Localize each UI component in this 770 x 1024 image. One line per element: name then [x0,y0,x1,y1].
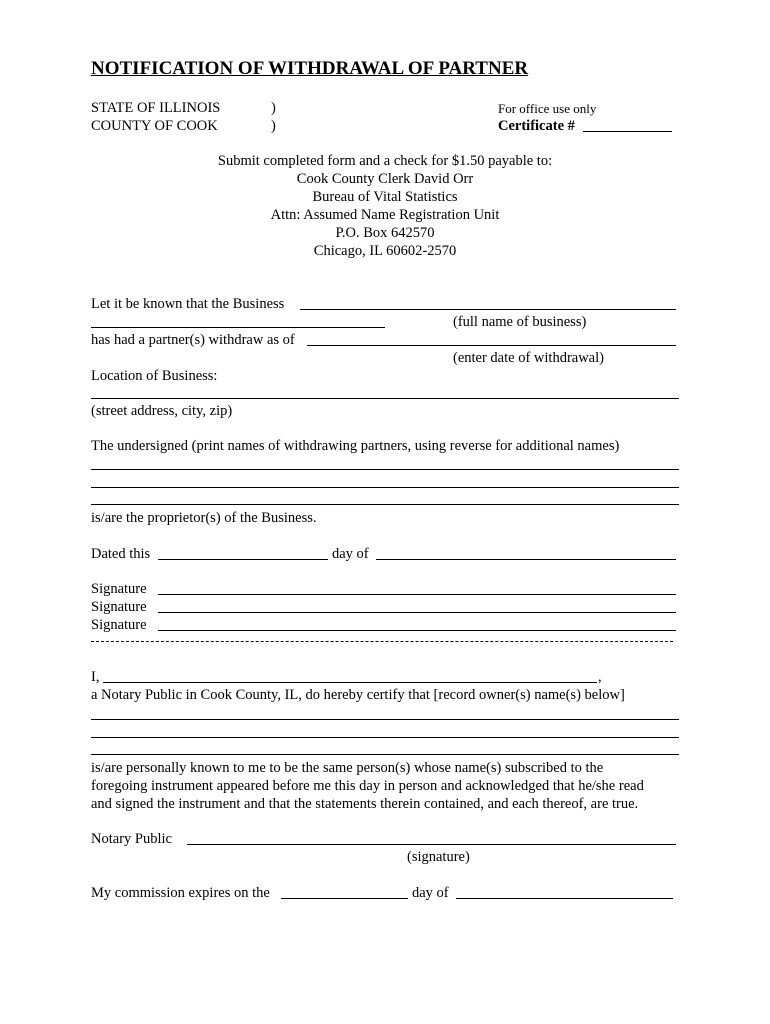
known-text-line-3: and signed the instrument and that the statements therein contained, and each thereof, are true. [91,796,639,812]
signature-field-3[interactable] [158,630,676,631]
county-paren: ) [271,118,276,134]
signature-field-1[interactable] [158,594,676,595]
business-name-field[interactable] [300,309,676,310]
proprietor-text: is/are the proprietor(s) of the Business. [91,510,317,526]
known-text-line-2: foregoing instrument appeared before me this day in person and acknowledged that he/she read [91,778,644,794]
office-use-note: For office use only [498,101,597,116]
withdrawal-date-field[interactable] [307,345,676,346]
location-hint: (street address, city, zip) [91,403,233,419]
business-label: Let it be known that the Business [91,296,285,312]
bureau-name: Bureau of Vital Statistics [312,189,458,205]
commission-day-field[interactable] [281,898,408,899]
notary-signature-field[interactable] [187,844,676,845]
undersigned-label: The undersigned (print names of withdrawing partners, using reverse for additional names) [91,438,620,454]
certificate-label: Certificate # [498,118,575,134]
location-label: Location of Business: [91,368,218,384]
state-label: STATE OF ILLINOIS [91,100,221,116]
commission-day-of-label: day of [412,885,449,901]
signature-label-3: Signature [91,617,147,633]
clerk-name: Cook County Clerk David Orr [296,171,474,187]
known-text-line-1: is/are personally known to me to be the same person(s) whose name(s) subscribed to the [91,760,604,776]
withdrawal-date-hint: (enter date of withdrawal) [453,350,604,366]
business-name-field-continued[interactable] [91,327,385,328]
commission-label: My commission expires on the [91,885,270,901]
record-owner-field-1[interactable] [91,719,679,720]
notary-comma: , [598,669,602,685]
notary-name-field[interactable] [103,682,597,683]
commission-month-field[interactable] [456,898,673,899]
withdraw-label: has had a partner(s) withdraw as of [91,332,295,348]
signature-field-2[interactable] [158,612,676,613]
county-label: COUNTY OF COOK [91,118,218,134]
state-paren: ) [271,100,276,116]
location-field[interactable] [91,398,679,399]
notary-certify-text: a Notary Public in Cook County, IL, do hereby certify that [record owner(s) name(s) below] [91,687,625,703]
certificate-number-field[interactable] [583,131,672,132]
day-of-label: day of [332,546,369,562]
attn-line: Attn: Assumed Name Registration Unit [270,207,500,223]
dated-month-field[interactable] [376,559,676,560]
dated-label: Dated this [91,546,151,562]
partner-name-field-2[interactable] [91,487,679,488]
page-title: NOTIFICATION OF WITHDRAWAL OF PARTNER [91,58,529,79]
record-owner-field-2[interactable] [91,737,679,738]
submit-instruction: Submit completed form and a check for $1.50 payable to: [217,153,553,169]
signature-label-2: Signature [91,599,147,615]
notary-i-label: I, [91,669,100,685]
dated-day-field[interactable] [158,559,328,560]
record-owner-field-3[interactable] [91,754,679,755]
city-zip: Chicago, IL 60602-2570 [313,243,457,259]
partner-name-field-3[interactable] [91,504,679,505]
partner-name-field-1[interactable] [91,469,679,470]
business-name-hint: (full name of business) [453,314,587,330]
notary-public-label: Notary Public [91,831,172,847]
section-divider [91,641,673,642]
signature-label-1: Signature [91,581,147,597]
notary-signature-hint: (signature) [407,849,470,865]
po-box: P.O. Box 642570 [335,225,435,241]
